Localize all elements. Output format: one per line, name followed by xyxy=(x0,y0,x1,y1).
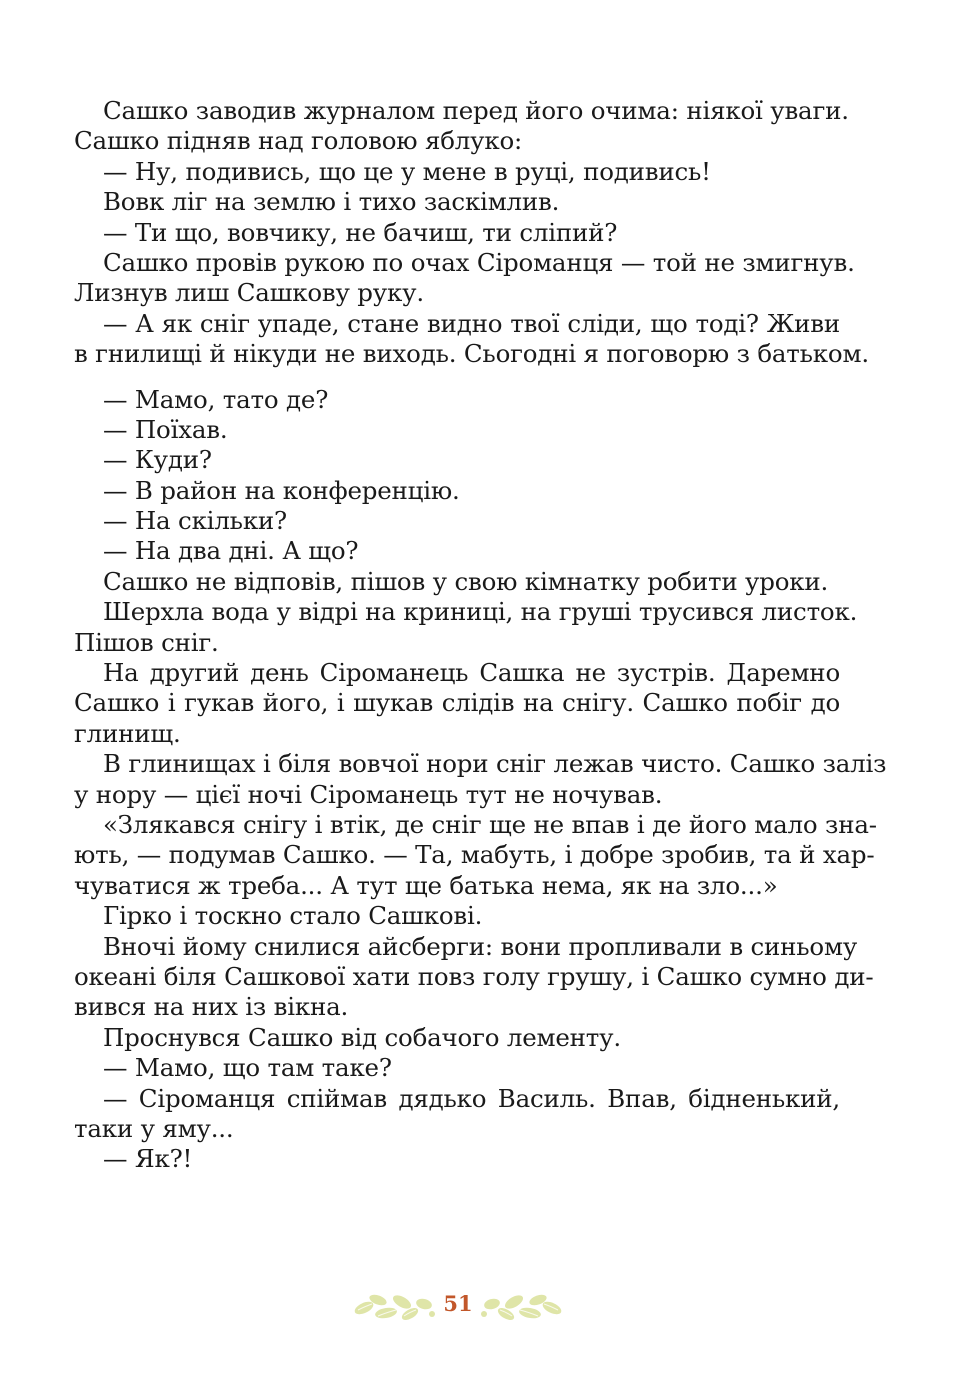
text-line: — В район на конференцію. xyxy=(103,475,460,505)
paragraph xyxy=(74,931,874,1023)
paragraph xyxy=(74,506,840,536)
text-line: Сашко заводив журналом перед його очима: ніякої уваги. xyxy=(103,96,849,125)
paragraph xyxy=(74,536,840,566)
text-line: — Мамо, що там таке? xyxy=(103,1053,392,1083)
paragraph xyxy=(74,901,840,931)
text-line: Сашко підняв над головою яблуко: xyxy=(74,126,523,156)
paragraph xyxy=(74,218,840,248)
text-line: вився на них із вікна. xyxy=(74,992,349,1022)
text-line: в гнилищі й нікуди не виходь. Сьогодні я поговорю з батьком. xyxy=(74,339,869,369)
text-line: В глинищах і біля вовчої нори сніг лежав чисто. Сашко заліз xyxy=(103,749,887,779)
text-line: океані біля Сашкової хати повз голу грушу, і Сашко сумно ди- xyxy=(74,961,874,991)
text-line: — Мамо, тато де? xyxy=(103,384,329,414)
section-gap xyxy=(74,370,840,385)
text-line: Лизнув лиш Сашкову руку. xyxy=(74,278,424,308)
body-text xyxy=(74,96,887,1175)
paragraph xyxy=(74,445,840,475)
page-footer xyxy=(352,1286,564,1326)
paragraph xyxy=(74,658,840,749)
paragraph xyxy=(74,96,849,157)
paragraph xyxy=(74,567,840,597)
text-section-2 xyxy=(74,384,887,1175)
text-line: Сашко і гукав його, і шукав слідів на снігу. Сашко побіг до xyxy=(74,688,840,718)
paragraph xyxy=(74,415,840,445)
text-line: — Ну, подивись, що це у мене в руці, подивись! xyxy=(103,156,711,186)
text-line: — Ти що, вовчику, не бачиш, ти сліпий? xyxy=(103,217,618,247)
text-line: — Сіроманця спіймав дядько Василь. Впав, бідненький, xyxy=(103,1083,840,1113)
text-line: Вночі йому снилися айсберги: вони пропливали в синьому xyxy=(103,931,858,961)
text-line: — Куди? xyxy=(103,445,212,475)
text-line: Гірко і тоскно стало Сашкові. xyxy=(103,901,483,931)
paragraph xyxy=(74,385,840,415)
text-line: — Поїхав. xyxy=(103,414,228,444)
text-line: — А як сніг упаде, стане видно твої сліди, що тоді? Живи xyxy=(103,308,840,338)
text-line: Шерхла вода у відрі на криниці, на груші трусився листок. xyxy=(103,597,858,627)
paragraph xyxy=(74,1023,840,1053)
paragraph xyxy=(74,597,858,658)
text-line: глинищ. xyxy=(74,718,181,748)
text-line: чуватися ж треба... А тут ще батька нема, як на зло...» xyxy=(74,870,778,900)
paragraph xyxy=(74,187,840,217)
text-line: Пішов сніг. xyxy=(74,627,219,657)
text-line: — На скільки? xyxy=(103,506,287,536)
paragraph xyxy=(74,809,877,901)
paragraph xyxy=(74,749,887,810)
text-line: у нору — цієї ночі Сіроманець тут не ночував. xyxy=(74,779,663,809)
paragraph xyxy=(74,476,840,506)
text-section-1 xyxy=(74,96,869,370)
text-line: «Злякався снігу і втік, де сніг ще не впав і де його мало зна- xyxy=(103,809,877,839)
page-number: 51 xyxy=(443,1291,473,1316)
paragraph xyxy=(74,308,869,370)
paragraph xyxy=(74,157,840,187)
text-line: ють, — подумав Сашко. — Та, мабуть, і добре зробив, та й хар- xyxy=(74,840,875,870)
text-line: — Як?! xyxy=(103,1144,193,1174)
paragraph xyxy=(74,1053,840,1083)
paragraph xyxy=(74,1084,840,1145)
paragraph xyxy=(74,247,855,309)
text-line: Сашко не відповів, пішов у свою кімнатку робити уроки. xyxy=(103,566,829,596)
paragraph xyxy=(74,1144,840,1174)
text-line: На другий день Сіроманець Сашка не зустрів. Даремно xyxy=(103,658,840,688)
text-line: Вовк ліг на землю і тихо заскімлив. xyxy=(103,187,560,217)
text-line: — На два дні. А що? xyxy=(103,536,359,566)
text-line: Проснувся Сашко від собачого лементу. xyxy=(103,1022,621,1052)
text-line: Сашко провів рукою по очах Сіроманця — той не змигнув. xyxy=(103,247,855,277)
text-line: таки у яму... xyxy=(74,1113,234,1143)
